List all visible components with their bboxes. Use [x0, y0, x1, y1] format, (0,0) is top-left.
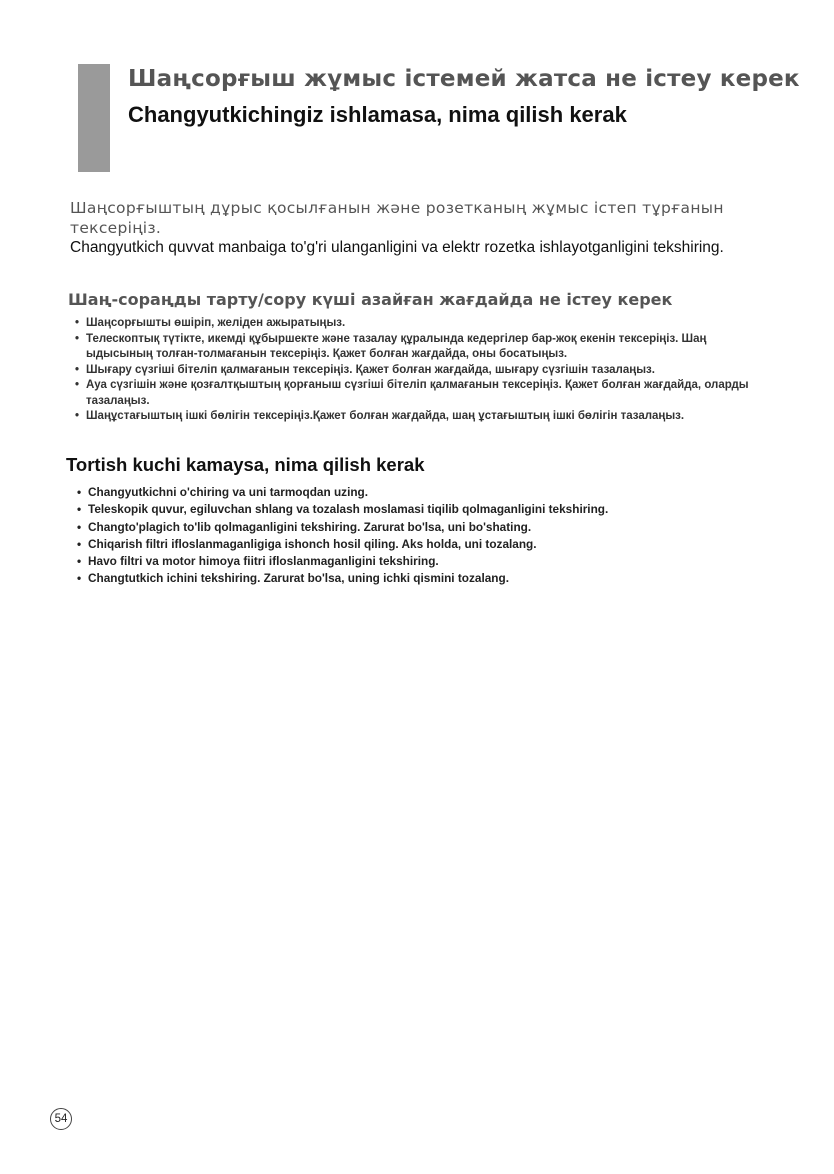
list-item: • Телескоптық түтікте, икемді құбыршекте және тазалау құралында кедергілер бар-жоқ екенін тексеріңіз. Шаң ыдысының толған-толмағанын тексеріңіз. Қажет болған жағдайда, оны босатыңыз.: [72, 332, 762, 363]
intro-text-kazakh: Шаңсорғыштың дұрыс қосылғанын және розетканың жұмыс істеп тұрғанын тексеріңіз.: [70, 199, 724, 237]
section-heading-uzbek: Tortish kuchi kamaysa, nima qilish kerak: [66, 454, 425, 475]
page-title-uzbek: Changyutkichingiz ishlamasa, nima qilish kerak: [128, 102, 627, 127]
list-item: • Havo filtri va motor himoya fiitri ifloslanmaganligini tekshiring.: [74, 553, 764, 570]
list-item: • Changyutkichni o'chiring va uni tarmoqdan uzing.: [74, 484, 764, 501]
list-item: • Шаңсорғышты өшіріп, желіден ажыратыңыз.: [72, 316, 762, 332]
list-item: • Шаңұстағыштың ішкі бөлігін тексеріңіз.Қажет болған жағдайда, шаң ұстағыштың ішкі бөлігін тазалаңыз.: [72, 409, 762, 425]
list-item: • Ауа сүзгішін және қозғалтқыштың қорғаныш сүзгіші бітеліп қалмағанын тексеріңіз. Қажет болған жағдайда, оларды тазалаңыз.: [72, 378, 762, 409]
page-title-kazakh: Шаңсорғыш жұмыс істемей жатса не істеу керек: [128, 66, 800, 92]
page-number: 54: [50, 1108, 72, 1130]
section-heading-kazakh: Шаң-сораңды тарту/сору күші азайған жағдайда не істеу керек: [68, 290, 673, 309]
bullet-list-uzbek: [74, 484, 764, 588]
section-marker-bar: [78, 64, 110, 172]
list-item: • Changto'plagich to'lib qolmaganligini tekshiring. Zarurat bo'lsa, uni bo'shating.: [74, 519, 764, 536]
list-item: • Chiqarish filtri ifloslanmaganligiga ishonch hosil qiling. Aks holda, uni tozalang.: [74, 536, 764, 553]
list-item: • Teleskopik quvur, egiluvchan shlang va tozalash moslamasi tiqilib qolmaganligini tekshiring.: [74, 501, 764, 518]
list-item: • Changtutkich ichini tekshiring. Zarurat bo'lsa, uning ichki qismini tozalang.: [74, 570, 764, 587]
intro-text-uzbek: Changyutkich quvvat manbaiga to'g'ri ulanganligini va elektr rozetka ishlayotganligini tekshiring.: [70, 239, 724, 256]
list-item: • Шығару сүзгіші бітеліп қалмағанын тексеріңіз. Қажет болған жағдайда, шығару сүзгішін тазалаңыз.: [72, 363, 762, 379]
bullet-list-kazakh: [72, 316, 762, 425]
